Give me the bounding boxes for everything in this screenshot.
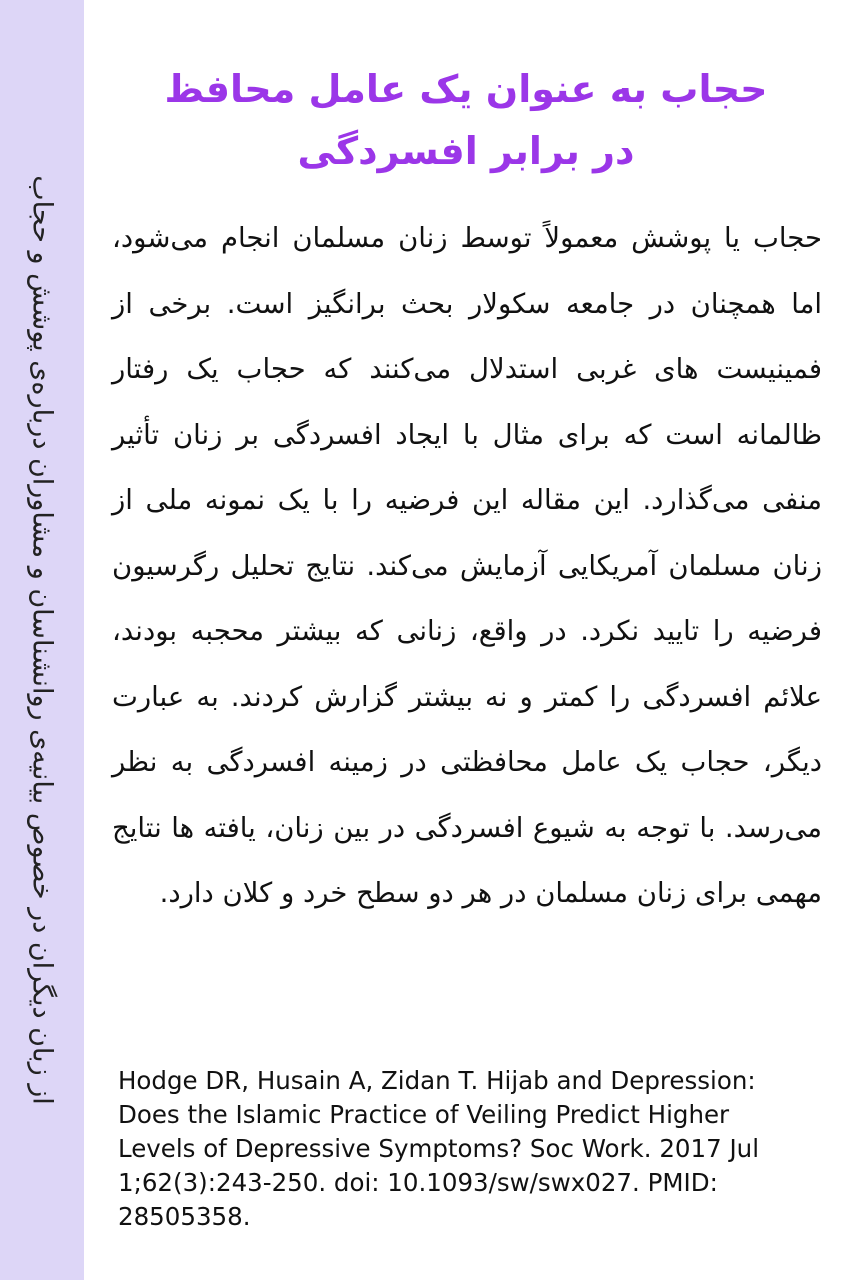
page-title (150, 58, 782, 182)
title-line-1: حجاب به عنوان یک عامل محافظ (164, 67, 768, 111)
sidebar-caption: از زبان دیگران در خصوص بیانیه‌ی روانشناسان و مشاوران درباره‌ی پوشش و حجاب (26, 175, 58, 1105)
title-line-2: در برابر افسردگی (297, 129, 635, 173)
article-abstract: حجاب یا پوشش معمولاً توسط زنان مسلمان انجام می‌شود، اما همچنان در جامعه سکولار بحث برانگیز است. برخی از فمینیست های غربی استدلال می‌کنند که حجاب یک رفتار ظالمانه است که برای مثال با ایجاد افسردگی بر زنان تأثیر منفی می‌گذارد. این مقاله این فرضیه را با یک نمونه ملی از زنان مسلمان آمریکایی آزمایش می‌کند. نتایج تحلیل رگرسیون فرضیه را تایید نکرد. در واقع، زنانی که بیشتر محجبه بودند، علائم افسردگی را کمتر و نه بیشتر گزارش کردند. به عبارت دیگر، حجاب یک عامل محافظتی در زمینه افسردگی به نظر می‌رسد. با توجه به شیوع افسردگی در بین زنان، یافته ها نتایج مهمی برای زنان مسلمان در هر دو سطح خرد و کلان دارد. (112, 222, 822, 909)
sidebar-strip (0, 0, 84, 1280)
citation-reference: Hodge DR, Husain A, Zidan T. Hijab and Depression: Does the Islamic Practice of Veiling Predict Higher Levels of Depressive Symptoms? Soc Work. 2017 Jul 1;62(3):243-250. doi: 10.1093/sw/swx027. PMID: 28505358. (118, 1066, 760, 1231)
